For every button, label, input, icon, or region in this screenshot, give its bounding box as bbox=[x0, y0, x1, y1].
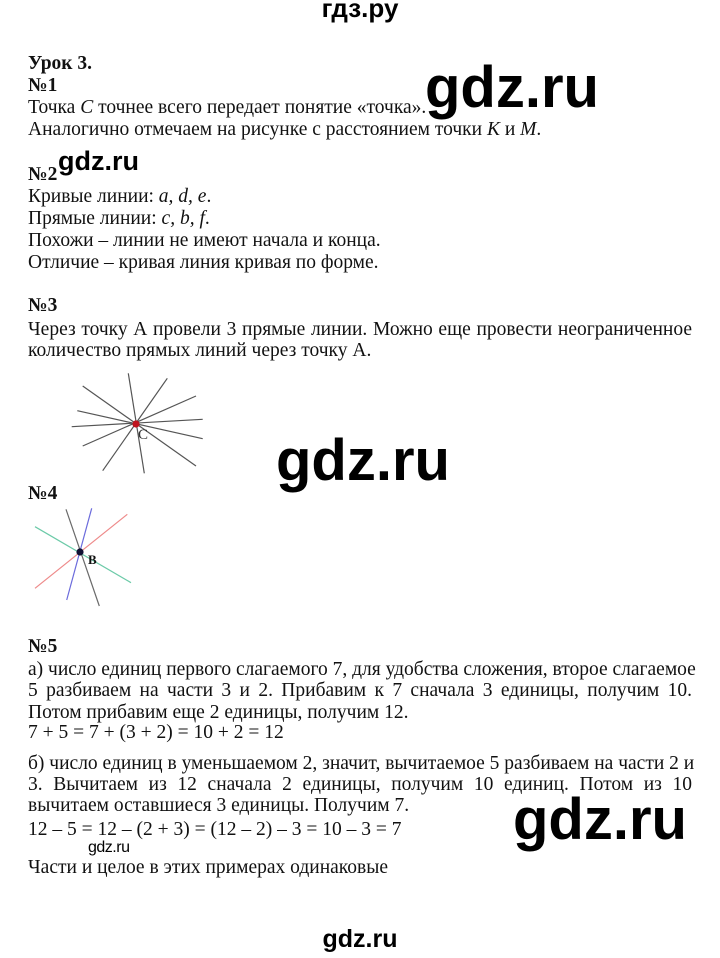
task-5b-line-2: 3. Вычитаем из 12 сначала 2 единицы, получим 10 единиц. Потом из 10 bbox=[28, 774, 692, 795]
task-4-heading: №4 bbox=[28, 483, 58, 504]
task-2-straight-lines bbox=[28, 208, 210, 230]
task-5a-line-1: а) число единиц первого слагаемого 7, для удобства сложения, второе слагаемое bbox=[28, 659, 696, 680]
straight-line bbox=[83, 386, 196, 466]
task-1-line-2 bbox=[28, 119, 541, 141]
task-5b-line-3: вычитаем оставшиеся 3 единицы. Получим 7. bbox=[28, 795, 410, 816]
task-3-line-2: количество прямых линий через точку А. bbox=[28, 340, 372, 361]
task-2-similarity: Похожи – линии не имеют начала и конца. bbox=[28, 230, 381, 251]
text-segment: . bbox=[206, 186, 212, 207]
text-segment: Точка bbox=[28, 97, 81, 118]
task-5b-formula: 12 – 5 = 12 – (2 + 3) = (12 – 2) – 3 = 10 – 3 = 7 bbox=[28, 819, 402, 840]
footer-site-name: gdz.ru bbox=[322, 925, 398, 953]
straight-line-names: c, b, f bbox=[161, 208, 205, 229]
task-2-difference: Отличие – кривая линия кривая по форме. bbox=[28, 252, 379, 273]
point-k-label: K bbox=[486, 119, 500, 140]
task-5a-formula: 7 + 5 = 7 + (3 + 2) = 10 + 2 = 12 bbox=[28, 722, 284, 743]
task-5-conclusion: Части и целое в этих примерах одинаковые bbox=[28, 857, 388, 878]
colored-lines-diagram bbox=[30, 505, 140, 610]
task-1-heading: №1 bbox=[28, 75, 58, 96]
text-segment: Аналогично отмечаем на рисунке с расстоянием точки bbox=[28, 119, 487, 140]
watermark-bottom-right: gdz.ru bbox=[513, 787, 687, 852]
task-3-heading: №3 bbox=[28, 295, 58, 316]
lesson-title: Урок 3. bbox=[28, 53, 93, 74]
text-segment: Прямые линии: bbox=[28, 208, 162, 229]
text-segment: и bbox=[499, 119, 521, 140]
point-label: C bbox=[138, 427, 149, 443]
task-5-heading: №5 bbox=[28, 636, 58, 657]
point-c-label: C bbox=[80, 97, 94, 118]
curved-line-names: a, d, e bbox=[158, 186, 207, 207]
watermark-top-right: gdz.ru bbox=[425, 55, 599, 120]
text-segment: . bbox=[204, 208, 210, 229]
task-1-line-1 bbox=[28, 97, 426, 119]
task-3-line-1: Через точку А провели 3 прямые линии. Можно еще провести неограниченное bbox=[28, 319, 692, 340]
watermark-middle: gdz.ru bbox=[276, 428, 450, 493]
header-site-name: гдз.ру bbox=[321, 0, 399, 23]
task-5a-line-2: 5 разбиваем на части 3 и 2. Прибавим к 7 сначала 3 единицы, получим 10. bbox=[28, 680, 692, 701]
task-5a-line-3: Потом прибавим еще 2 единицы, получим 12. bbox=[28, 702, 409, 723]
task-2-heading: №2 bbox=[28, 164, 58, 185]
point-label: B bbox=[88, 552, 97, 567]
point-m-label: M bbox=[520, 119, 537, 140]
green-line bbox=[35, 527, 131, 583]
text-segment: Кривые линии: bbox=[28, 186, 159, 207]
watermark-near-task-2: gdz.ru bbox=[58, 146, 139, 176]
text-segment: точнее всего передает понятие «точка». bbox=[93, 97, 427, 118]
task-2-curved-lines bbox=[28, 186, 211, 208]
lines-through-point-diagram bbox=[60, 365, 220, 485]
point-dot bbox=[76, 548, 83, 555]
watermark-small: gdz.ru bbox=[88, 839, 130, 856]
task-5b-line-1: б) число единиц в уменьшаемом 2, значит, вычитаемое 5 разбиваем на части 2 и bbox=[28, 753, 695, 774]
text-segment: . bbox=[536, 119, 542, 140]
